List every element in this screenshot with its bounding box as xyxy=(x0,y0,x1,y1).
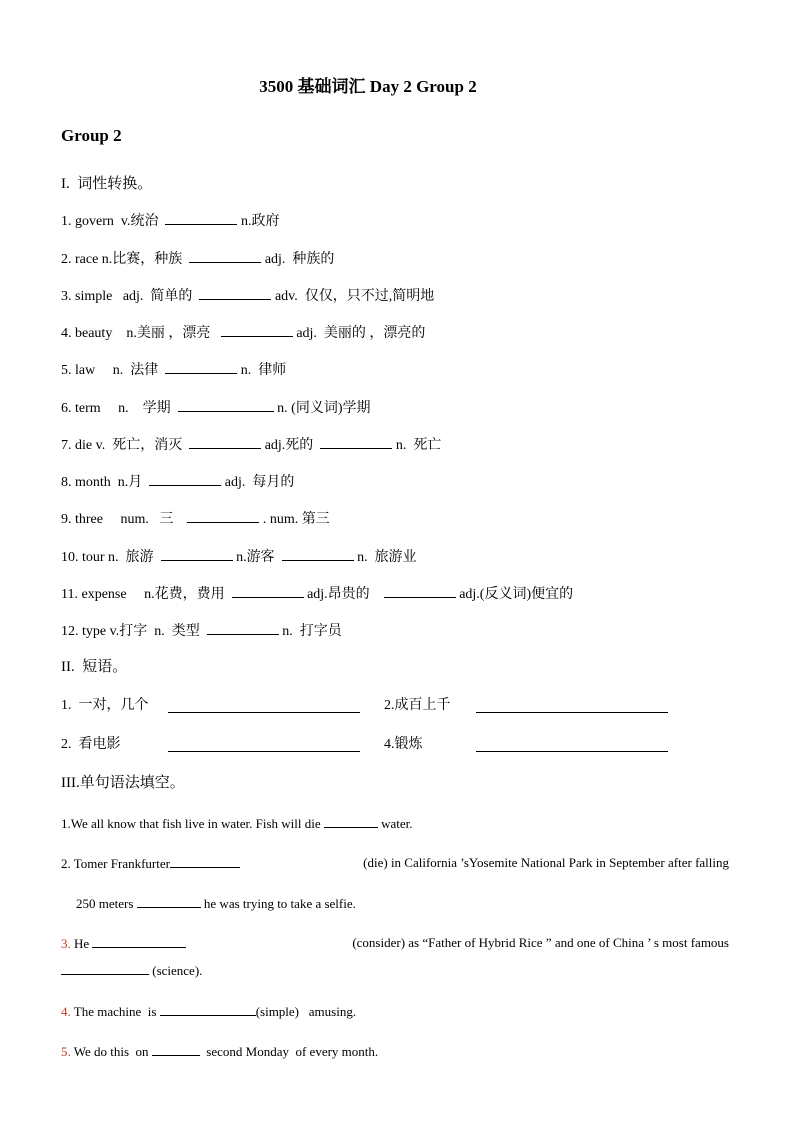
answer-blank[interactable] xyxy=(189,248,261,263)
answer-blank[interactable] xyxy=(207,620,279,635)
answer-blank[interactable] xyxy=(221,322,293,337)
group-heading: Group 2 xyxy=(61,126,122,145)
question-2-line-2: 250 meters he was trying to take a selfie. xyxy=(76,893,356,914)
question-number: 3. xyxy=(61,936,71,951)
answer-blank[interactable] xyxy=(384,583,456,598)
section-2-heading: II. 短语。 xyxy=(61,659,128,675)
answer-blank[interactable] xyxy=(170,853,240,868)
answer-blank[interactable] xyxy=(199,285,271,300)
page-title: 3500 基础词汇 Day 2 Group 2 xyxy=(259,77,477,96)
question-2-line-1: 2. Tomer Frankfurter (die) in California ’sYosemite National Park in September after falling xyxy=(61,855,729,871)
answer-blank[interactable] xyxy=(61,960,149,975)
item-11: 11. expense n.花费，费用 adj.昂贵的 adj.(反义词)便宜的 xyxy=(61,583,573,605)
phrase-1: 1. 一对，几个 xyxy=(61,698,149,713)
item-3: 3. simple adj. 简单的 adv. 仅仅，只不过,简明地 xyxy=(61,285,434,307)
answer-blank[interactable] xyxy=(168,698,360,713)
item-12: 12. type v.打字 n. 类型 n. 打字员 xyxy=(61,620,342,642)
item-7: 7. die v. 死亡，消灭 adj.死的 n. 死亡 xyxy=(61,434,441,456)
item-4: 4. beauty n.美丽 ，漂亮 adj. 美丽的 ，漂亮的 xyxy=(61,322,425,344)
question-3-line-1: 3. He (consider) as “Father of Hybrid Rice ” and one of China ’ s most famous xyxy=(61,935,729,951)
answer-blank[interactable] xyxy=(149,471,221,486)
answer-blank[interactable] xyxy=(187,508,259,523)
answer-blank[interactable] xyxy=(324,813,378,828)
answer-blank[interactable] xyxy=(92,933,186,948)
answer-blank[interactable] xyxy=(152,1041,200,1056)
section-1-heading: I. 词性转换。 xyxy=(61,176,153,192)
question-5: 5. We do this on second Monday of every month. xyxy=(61,1041,378,1062)
answer-blank[interactable] xyxy=(160,1001,256,1016)
answer-blank[interactable] xyxy=(137,893,201,908)
answer-blank[interactable] xyxy=(168,737,360,752)
item-8: 8. month n.月 adj. 每月的 xyxy=(61,471,294,493)
item-1: 1. govern v.统治 n.政府 xyxy=(61,210,279,232)
answer-blank[interactable] xyxy=(320,434,392,449)
answer-blank[interactable] xyxy=(282,546,354,561)
question-4: 4. The machine is (simple) amusing. xyxy=(61,1001,356,1022)
answer-blank[interactable] xyxy=(189,434,261,449)
section-3-heading: III.单句语法填空。 xyxy=(61,775,185,791)
item-6: 6. term n. 学期 n. (同义词)学期 xyxy=(61,397,370,419)
question-number: 5. xyxy=(61,1044,71,1059)
item-2: 2. race n.比赛，种族 adj. 种族的 xyxy=(61,248,334,270)
answer-blank[interactable] xyxy=(165,210,237,225)
answer-blank[interactable] xyxy=(232,583,304,598)
question-1: 1.We all know that fish live in water. Fish will die water. xyxy=(61,813,413,834)
answer-blank[interactable] xyxy=(161,546,233,561)
phrase-4: 4.锻炼 xyxy=(384,737,423,752)
phrase-2: 2.成百上千 xyxy=(384,698,451,713)
answer-blank[interactable] xyxy=(178,397,274,412)
answer-blank[interactable] xyxy=(476,698,668,713)
question-number: 4. xyxy=(61,1004,71,1019)
phrase-3: 2. 看电影 xyxy=(61,737,121,752)
item-9: 9. three num. 三 . num. 第三 xyxy=(61,508,330,530)
question-3-line-2: (science). xyxy=(61,960,202,981)
item-5: 5. law n. 法律 n. 律师 xyxy=(61,359,286,381)
answer-blank[interactable] xyxy=(476,737,668,752)
answer-blank[interactable] xyxy=(165,359,237,374)
item-10: 10. tour n. 旅游 n.游客 n. 旅游业 xyxy=(61,546,417,568)
